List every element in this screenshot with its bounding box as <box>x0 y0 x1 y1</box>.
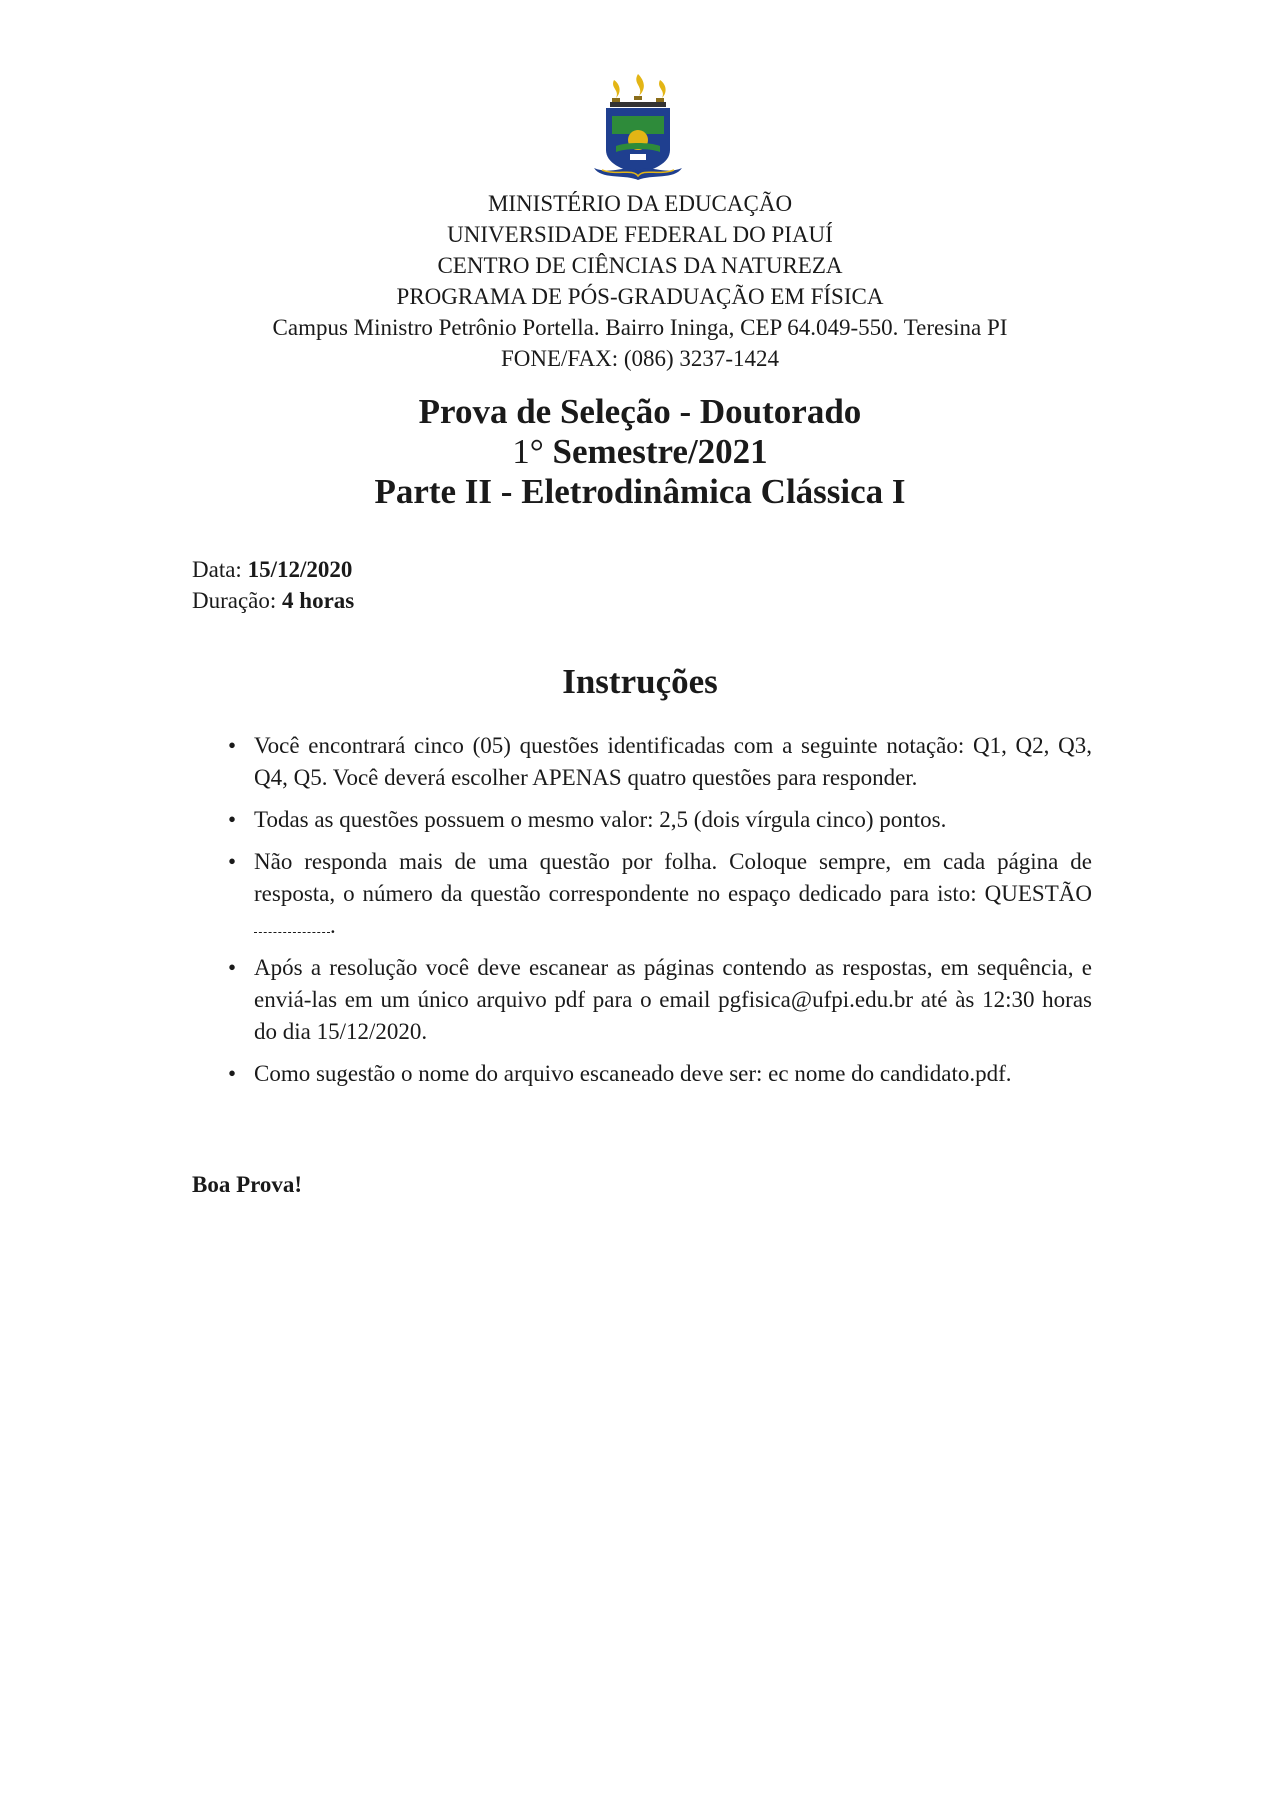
instruction-text: Após a resolução você deve escanear as páginas contendo as respostas, em sequência, e enviá-las em um único arquivo pdf para o email pgfisica@ufpi.edu.br até às 12:30 horas do dia 15/12/2020. <box>254 955 1092 1044</box>
university-crest-icon <box>592 72 684 182</box>
instructions-list <box>224 730 1092 1100</box>
semester-text: Semestre/2021 <box>552 432 768 471</box>
bullet-icon: • <box>228 807 237 832</box>
instruction-text: Não responda mais de uma questão por folha. Coloque sempre, em cada página de resposta, o número da questão correspondente no espaço dedicado para isto: QUESTÃO <box>254 849 1092 906</box>
instruction-text: Como sugestão o nome do arquivo escaneado deve ser: ec nome do candidato.pdf. <box>254 1061 1012 1086</box>
torch-icon <box>610 74 666 107</box>
phone-line: FONE/FAX: (086) 3237-1424 <box>500 346 780 371</box>
list-item <box>224 804 1092 836</box>
exam-title-line-3: Parte II - Eletrodinâmica Clássica I <box>374 472 906 511</box>
instructions-heading: Instruções <box>562 662 718 701</box>
program-line: PROGRAMA DE PÓS-GRADUAÇÃO EM FÍSICA <box>396 284 884 309</box>
date-value: 15/12/2020 <box>247 557 353 582</box>
date-label: Data: <box>192 557 242 582</box>
list-item <box>224 730 1092 794</box>
exam-semester <box>0 432 1280 472</box>
closing-remark: Boa Prova! <box>192 1172 303 1197</box>
exam-title <box>0 392 1280 512</box>
ministry-line: MINISTÉRIO DA EDUCAÇÃO <box>487 191 793 216</box>
list-item <box>224 952 1092 1048</box>
instruction-text: Todas as questões possuem o mesmo valor: 2,5 (dois vírgula cinco) pontos. <box>254 807 947 832</box>
answer-blank <box>254 914 330 933</box>
list-item <box>224 846 1092 942</box>
institution-header <box>0 188 1280 374</box>
center-line: CENTRO DE CIÊNCIAS DA NATUREZA <box>437 253 843 278</box>
exam-meta <box>192 554 354 616</box>
semester-number: 1° <box>512 432 544 471</box>
bullet-icon: • <box>228 849 237 874</box>
bullet-icon: • <box>228 733 237 758</box>
duration-label: Duração: <box>192 588 277 613</box>
university-line: UNIVERSIDADE FEDERAL DO PIAUÍ <box>447 222 833 247</box>
date-row <box>192 554 354 585</box>
list-item <box>224 1058 1092 1090</box>
instruction-suffix: . <box>330 913 336 938</box>
address-line: Campus Ministro Petrônio Portella. Bairro Ininga, CEP 64.049-550. Teresina PI <box>272 315 1008 340</box>
exam-title-line-1: Prova de Seleção - Doutorado <box>418 392 862 431</box>
bullet-icon: • <box>228 955 237 980</box>
duration-row <box>192 585 354 616</box>
duration-value: 4 horas <box>282 588 355 613</box>
instruction-text: Você encontrará cinco (05) questões identificadas com a seguinte notação: Q1, Q2, Q3, Q4, Q5. Você deverá escolher APENAS quatro questões para responder. <box>254 733 1092 790</box>
bullet-icon: • <box>228 1061 237 1086</box>
